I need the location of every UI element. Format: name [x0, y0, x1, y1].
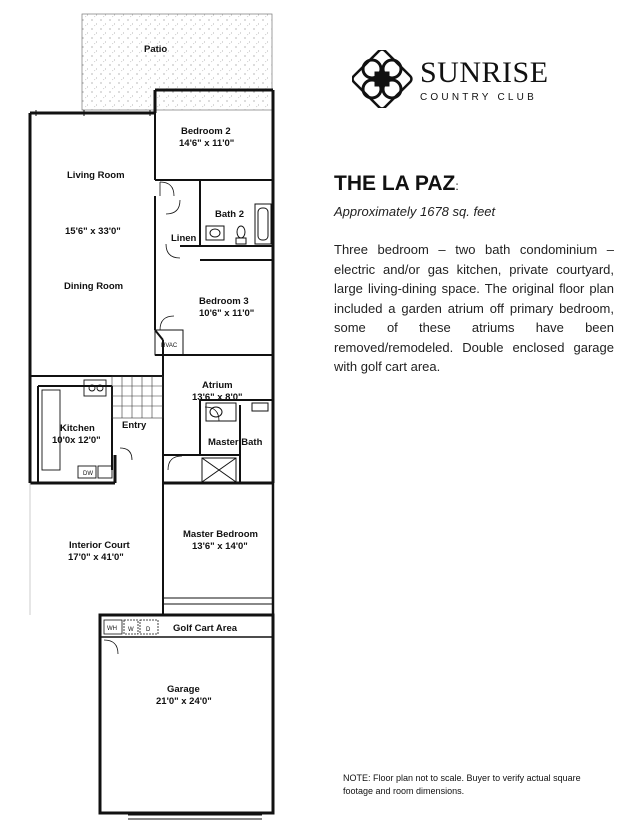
disclaimer-note: NOTE: Floor plan not to scale. Buyer to verify actual square footage and room dimensions.	[343, 773, 581, 796]
golf-cart-label: Golf Cart Area	[173, 623, 238, 634]
atrium-dims: 13'6" x 8'0"	[192, 392, 243, 403]
interior-court-dims: 17'0" x 41'0"	[68, 552, 124, 563]
master-bedroom-label: Master Bedroom	[183, 529, 258, 540]
linen-label: Linen	[171, 233, 197, 244]
garage-label: Garage	[167, 684, 200, 695]
bedroom2-label: Bedroom 2	[181, 126, 231, 137]
w-label: W	[128, 627, 134, 633]
brand-subtitle: COUNTRY CLUB	[420, 92, 537, 103]
kitchen-dims: 10'0x 12'0"	[52, 435, 101, 446]
garage-walls	[100, 615, 273, 819]
living-room-label: Living Room	[67, 170, 125, 181]
garage-dims: 21'0" x 24'0"	[156, 696, 212, 707]
living-room-dims: 15'6" x 33'0"	[65, 226, 121, 237]
interior-court-label: Interior Court	[69, 540, 130, 551]
dw-label: DW	[83, 471, 93, 477]
bedroom3-dims: 10'6" x 11'0"	[199, 308, 255, 319]
brand-name: SUNRISE	[420, 56, 549, 89]
master-bedroom-dims: 13'6" x 14'0"	[192, 541, 248, 552]
model-size: Approximately 1678 sq. feet	[334, 204, 496, 219]
wh-label: WH	[107, 626, 117, 632]
d-label: D	[146, 627, 151, 633]
entry-label: Entry	[122, 420, 147, 431]
kitchen-label: Kitchen	[60, 423, 95, 434]
model-title-suffix: :	[455, 179, 459, 193]
model-description: Three bedroom – two bath condominium – electric and/or gas kitchen, private courtyard, large living-dining space. The original floor plan included a garden atrium off primary bedroom, some of these atriums have been removed/remodeled. Double enclosed garage with golf cart area.	[334, 242, 614, 374]
master-bath-label: Master Bath	[208, 437, 263, 448]
bedroom3-label: Bedroom 3	[199, 296, 249, 307]
bath2-label: Bath 2	[215, 209, 245, 220]
entry-tiles	[112, 376, 163, 418]
hvac-label: HVAC	[161, 343, 178, 349]
bedroom2-dims: 14'6" x 11'0"	[179, 138, 235, 149]
atrium-label: Atrium	[202, 380, 233, 391]
patio-label: Patio	[144, 44, 168, 55]
model-title-text: THE LA PAZ	[334, 172, 456, 195]
patio-area	[82, 14, 272, 110]
dining-room-label: Dining Room	[64, 281, 124, 292]
model-title	[334, 172, 459, 196]
